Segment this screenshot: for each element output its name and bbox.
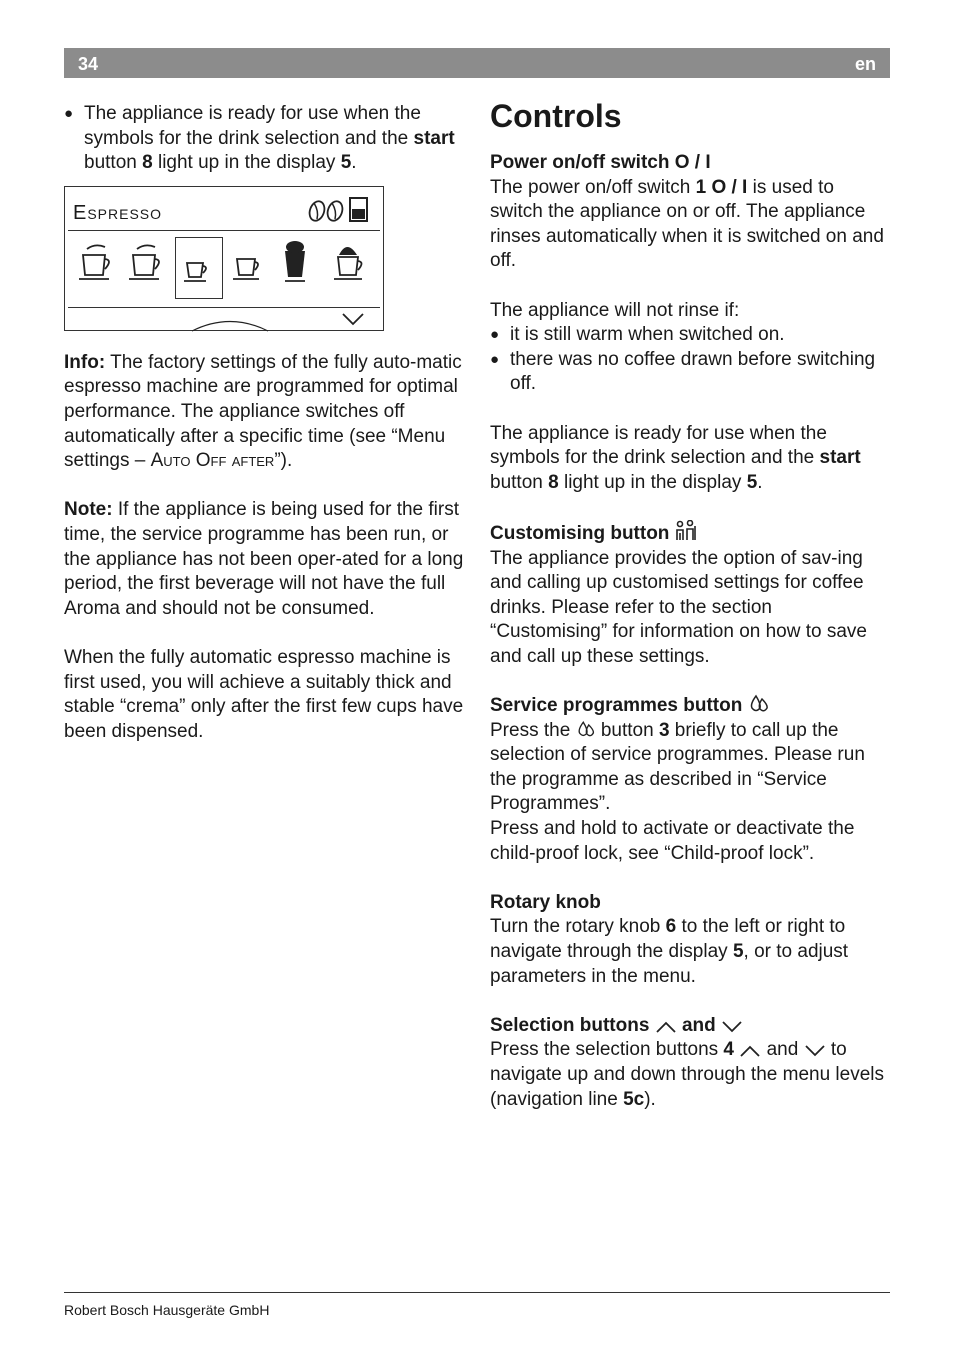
display-title: Espresso: [73, 201, 163, 224]
customising-icon: [675, 520, 699, 542]
customising-paragraph: The appliance provides the option of sav-ing and calling up customised settings for coffee drinks. Please refer to the section “Customising” for information on how to save and call up these settings.: [490, 547, 867, 667]
note-paragraph: Note: If the appliance is being used for the first time, the service programme has been run, or the appliance has not been oper-ated for a long period, the first beverage will not have the full Aroma and should not be consumed.: [64, 499, 464, 619]
chevron-up-icon: [655, 1020, 677, 1034]
navigation-arc: [190, 320, 270, 332]
page-number: 34: [78, 54, 99, 74]
rinse-intro: The appliance will not rinse if:: [490, 299, 740, 321]
footer-rule: [64, 1292, 890, 1293]
chevron-down-icon: [804, 1044, 826, 1058]
right-column: [490, 98, 890, 1112]
service-hold-paragraph: Press and hold to activate or deactivate the child-proof lock, see “Child-proof lock”.: [490, 818, 855, 864]
service-drops-icon: [576, 720, 596, 739]
rotary-paragraph: Turn the rotary knob 6 to the left or right to navigate through the display 5, or to adjust parameters in the menu.: [490, 916, 849, 987]
drink-selection-icons: [75, 237, 375, 299]
service-drops-icon: [748, 694, 770, 714]
chevron-up-icon: [739, 1044, 761, 1058]
rotary-heading: Rotary knob: [490, 891, 601, 913]
bean-strength-icon: [305, 195, 373, 225]
left-column: [64, 102, 464, 744]
page-header: [64, 48, 890, 78]
language-label: en: [854, 54, 876, 74]
selected-drink-frame: [175, 237, 223, 299]
rinse-bullet-2: ● there was no coffee drawn before switching off.: [490, 348, 876, 395]
info-paragraph: Info: The factory settings of the fully auto-matic espresso machine are programmed for optimal performance. The appliance switches off automatically after a specific time (see “Menu settings – Auto Off after”).: [64, 351, 462, 472]
bullet-icon: ●: [64, 105, 74, 122]
bullet-icon: ●: [490, 350, 500, 368]
footer-company: Robert Bosch Hausgeräte GmbH: [64, 1302, 270, 1318]
selection-paragraph: Press the selection buttons 4 and to navigate up and down through the menu levels (navigation line 5c).: [490, 1039, 884, 1110]
customising-heading: Customising button: [490, 520, 890, 547]
bullet-icon: ●: [490, 326, 500, 344]
crema-paragraph: When the fully automatic espresso machine is first used, you will achieve a suitably thick and stable “crema” only after the first few cups have been dispensed.: [64, 646, 464, 742]
chevron-down-icon: [341, 312, 365, 326]
power-paragraph: The power on/off switch 1 O / I is used to switch the appliance on or off. The appliance rinses automatically when it is switched on and off.: [490, 176, 884, 272]
ready-bullet: ● The appliance is ready for use when the symbols for the drink selection and the start button 8 light up in the display 5.: [64, 103, 455, 174]
power-heading: Power on/off switch O / I: [490, 152, 711, 173]
rinse-bullet-1: ● it is still warm when switched on.: [490, 323, 890, 348]
service-heading: Service programmes button: [490, 694, 890, 719]
page-title: Controls: [490, 98, 622, 134]
selection-heading: Selection buttons and: [490, 1014, 890, 1039]
ready-paragraph: The appliance is ready for use when the symbols for the drink selection and the start button 8 light up in the display 5.: [490, 422, 861, 493]
display-illustration: [64, 186, 384, 331]
service-paragraph: Press the button 3 briefly to call up the selection of service programmes. Please run the programme as described in “Service Programmes”.: [490, 719, 865, 815]
chevron-down-icon: [721, 1020, 743, 1034]
